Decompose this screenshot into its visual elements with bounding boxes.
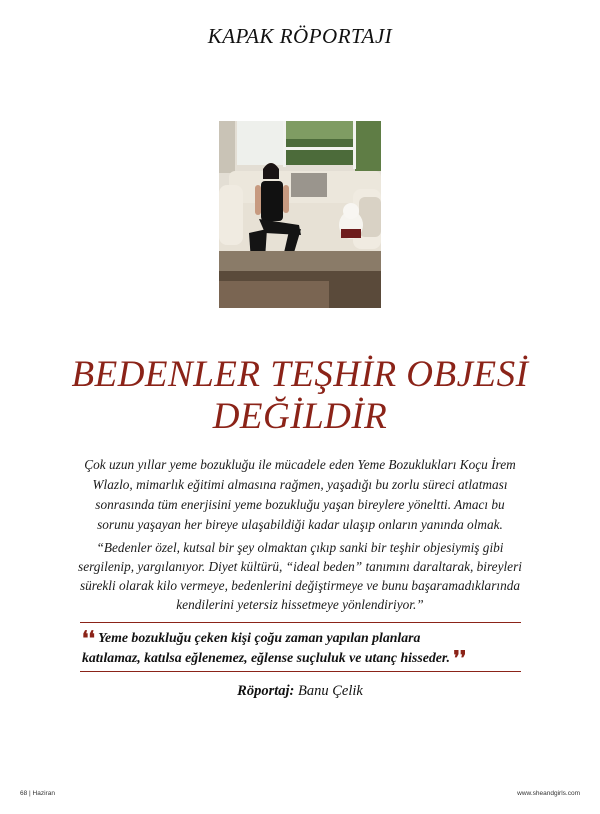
pull-quote-text-1: Yeme bozukluğu çeken kişi çoğu zaman yapılan planlara [98,630,421,645]
pull-quote [82,628,522,668]
quote-line: “Bedenler özel, kutsal bir şey olmaktan çıkıp sanki bir teşhir objesiymiş gibi [96,540,504,555]
pull-quote-top-rule [80,622,521,623]
intro-line: Wlazlo, mimarlık eğitimi almasına rağmen, yaşadığı bu zorlu süreci atlatması [92,477,508,492]
intro-line: Çok uzun yıllar yeme bozukluğu ile mücadele eden Yeme Bozuklukları Koçu İrem [84,457,516,472]
pull-quote-line-2 [82,648,522,668]
website-link[interactable]: www.sheandgirls.com [517,790,580,797]
pull-quote-text-2: katılamaz, katılsa eğlenemez, eğlense suçluluk ve utanç hisseder. [82,650,450,665]
quote-line: sürekli olarak kilo vermeye, bedenlerini değiştirmeye ve bunu başaramadıklarında [79,578,521,593]
byline [0,683,600,700]
cover-photo [219,121,381,308]
pull-quote-bottom-rule [80,671,521,672]
section-label: KAPAK RÖPORTAJI [207,24,393,48]
byline-label: Röportaj: [237,683,295,699]
quote-line: kendilerini yetersiz hissetmeye yönlendiriyor.” [176,597,424,612]
open-quote-icon: ❛❛ [82,626,95,650]
quote-line: sergilenip, yargılanıyor. Diyet kültürü, “ideal beden” tanımını daraltarak, bireyleri [78,559,522,574]
headline [0,354,600,438]
pull-quote-line-1 [82,628,522,648]
byline-author: Banu Çelik [297,683,363,699]
headline-line-2: DEĞİLDİR [212,396,388,437]
quote-paragraph [60,538,540,614]
headline-line-1: BEDENLER TEŞHİR OBJESİ [71,354,529,395]
page-number: 68 | Haziran [20,790,55,797]
intro-paragraph [60,455,540,535]
close-quote-icon: ❜❜ [453,646,467,670]
intro-line: sorunu yaşayan her bireye ulaşabildiği kadar ulaşıp onların yanında olmak. [97,517,503,532]
intro-line: sonrasında tüm enerjisini yeme bozukluğu yaşan bireylere yöneltti. Amacı bu [95,497,505,512]
